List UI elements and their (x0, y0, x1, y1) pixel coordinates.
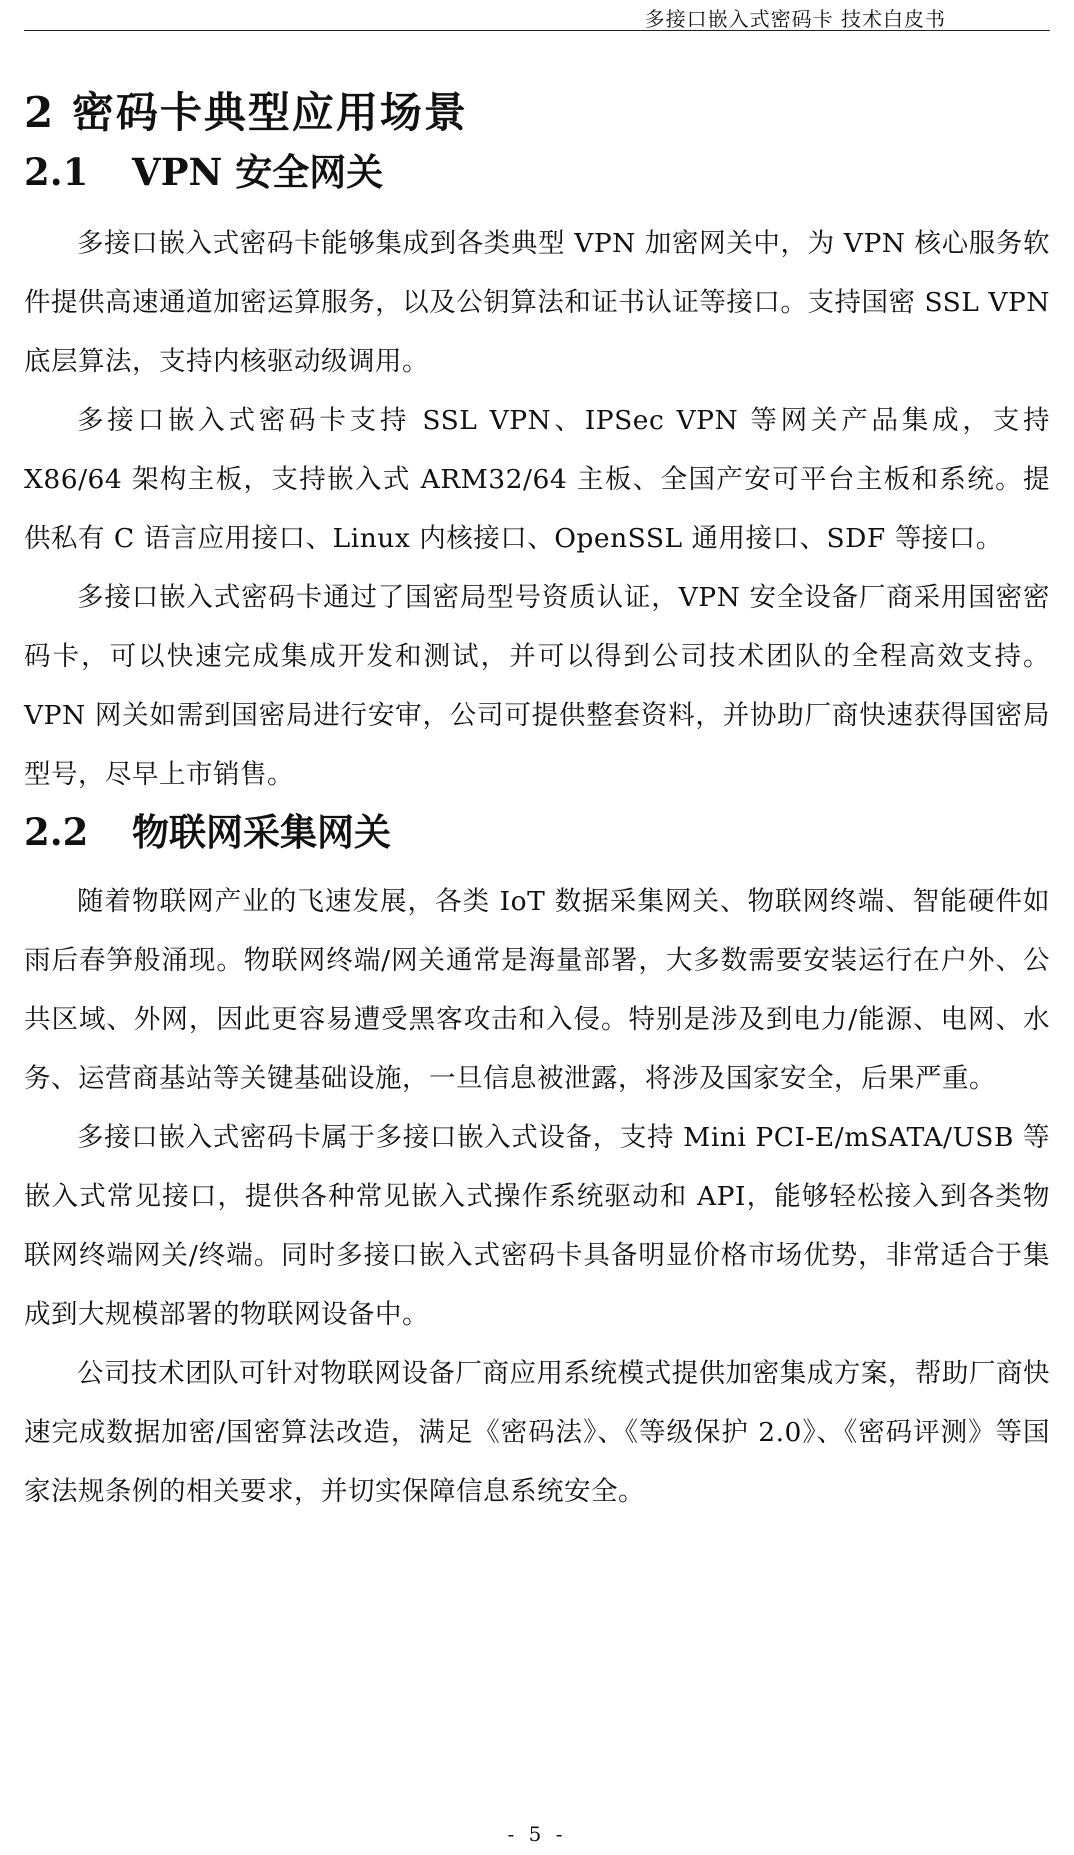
chapter-title: 密码卡典型应用场景 (71, 88, 468, 137)
document-body (24, 82, 1050, 1521)
section-number: 2.2 (24, 810, 89, 854)
paragraph: 多接口嵌入式密码卡支持 SSL VPN、IPSec VPN 等网关产品集成，支持 X86/64 架构主板，支持嵌入式 ARM32/64 主板、全国产安可平台主板和系统。提供私有 C 语言应用接口、Linux 内核接口、OpenSSL 通用接口、SDF 等接口。 (24, 405, 1050, 554)
section-title: VPN 安全网关 (132, 150, 384, 194)
paragraph: 多接口嵌入式密码卡通过了国密局型号资质认证，VPN 安全设备厂商采用国密密码卡，可以快速完成集成开发和测试，并可以得到公司技术团队的全程高效支持。VPN 网关如需到国密局进行安审，公司可提供整套资料，并协助厂商快速获得国密局型号，尽早上市销售。 (24, 582, 1050, 790)
page-header (24, 0, 1050, 31)
section-title: 物联网采集网关 (132, 810, 391, 854)
paragraph: 多接口嵌入式密码卡能够集成到各类典型 VPN 加密网关中，为 VPN 核心服务软件提供高速通道加密运算服务，以及公钥算法和证书认证等接口。支持国密 SSL VPN 底层算法，支持内核驱动级调用。 (24, 228, 1050, 377)
paragraph: 多接口嵌入式密码卡属于多接口嵌入式设备，支持 Mini PCI-E/mSATA/USB 等嵌入式常见接口，提供各种常见嵌入式操作系统驱动和 API，能够轻松接入到各类物联网终端网关/终端。同时多接口嵌入式密码卡具备明显价格市场优势，非常适合于集成到大规模部署的物联网设备中。 (24, 1122, 1050, 1330)
section-body-2-2 (24, 872, 1050, 1521)
page-number: - 5 - (507, 1822, 567, 1846)
chapter-number: 2 (24, 88, 56, 137)
section-heading-2-2 (24, 804, 1050, 860)
paragraph: 公司技术团队可针对物联网设备厂商应用系统模式提供加密集成方案，帮助厂商快速完成数据加密/国密算法改造，满足《密码法》、《等级保护 2.0》、《密码评测》等国家法规条例的相关要求，并切实保障信息系统安全。 (24, 1358, 1050, 1507)
paragraph: 随着物联网产业的飞速发展，各类 IoT 数据采集网关、物联网终端、智能硬件如雨后春笋般涌现。物联网终端/网关通常是海量部署，大多数需要安装运行在户外、公共区域、外网，因此更容易遭受黑客攻击和入侵。特别是涉及到电力/能源、电网、水务、运营商基站等关键基础设施，一旦信息被泄露，将涉及国家安全，后果严重。 (24, 886, 1050, 1094)
header-title: 多接口嵌入式密码卡 技术白皮书 (644, 7, 946, 31)
chapter-heading (24, 82, 1050, 144)
section-heading-2-1 (24, 144, 1050, 200)
section-body-2-1 (24, 214, 1050, 804)
section-number: 2.1 (24, 150, 89, 194)
